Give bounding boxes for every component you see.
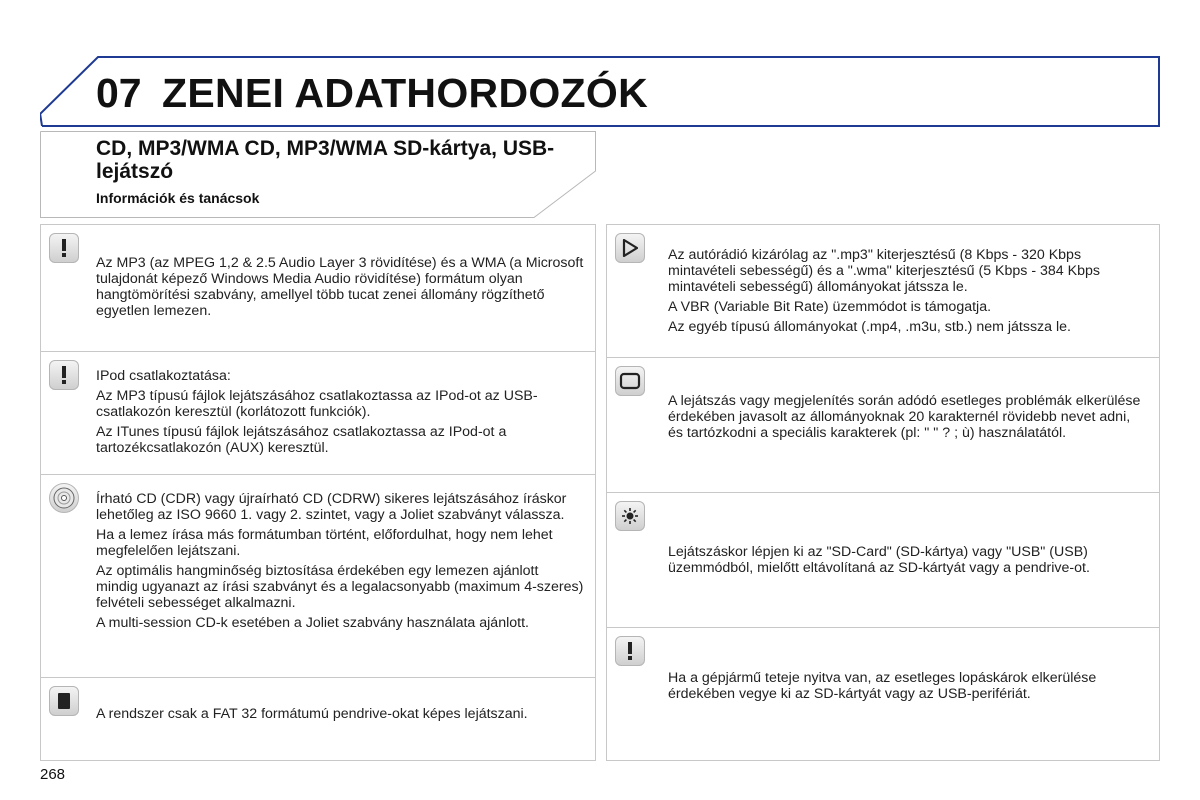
info-box-ipod — [40, 351, 596, 475]
paragraph: Az optimális hangminőség biztosítása érdekében egy lemezen ajánlott mindig ugyanazt az írási szabványt és a legalacsonyabb (maximum 4-szeres) felvételi sebességet alkalmazni. — [96, 563, 584, 611]
paragraph: Ha a lemez írása más formátumban történt, előfordulhat, hogy nem lehet megfelelően lejátszani. — [96, 527, 553, 559]
paragraph: Az MP3 típusú fájlok lejátszásához csatlakoztassa az IPod-ot az USB-csatlakozón keresztül (korlátozott funkciók). — [96, 388, 538, 420]
paragraph: Az MP3 (az MPEG 1,2 & 2.5 Audio Layer 3 rövidítése) és a WMA (a Microsoft tulajdonát képező Windows Media Audio rövidítése) formátum olyan hangtömörítési szabvány, amellyel több tucat zenei állomány rögzíthető egyetlen lemezen. — [96, 255, 584, 319]
paragraph: Az ITunes típusú fájlok lejátszásához csatlakoztassa az IPod-ot a tartozékcsatlakozón (AUX) keresztül. — [96, 424, 507, 456]
paragraph: A multi-session CD-k esetében a Joliet szabvány használata ajánlott. — [96, 615, 529, 631]
section-header — [40, 131, 596, 217]
disc-icon — [49, 483, 79, 513]
screen-icon — [615, 366, 645, 396]
info-box-formats — [606, 224, 1160, 358]
warning-icon — [615, 636, 645, 666]
paragraph: Az autórádió kizárólag az ".mp3" kiterjesztésű (8 Kbps - 320 Kbps mintavételi sebességű) és a ".wma" kiterjesztésű (5 Kbps - 384 Kbps mintavételi sebességű) állományokat játssza le. — [668, 247, 1100, 295]
usb-stick-icon — [49, 686, 79, 716]
paragraph: A VBR (Variable Bit Rate) üzemmódot is támogatja. — [668, 299, 992, 315]
paragraph: A rendszer csak a FAT 32 formátumú pendrive-okat képes lejátszani. — [96, 706, 528, 722]
chapter-number: 07 — [96, 70, 142, 116]
play-icon — [615, 233, 645, 263]
info-box-theft — [606, 627, 1160, 761]
paragraph: Az egyéb típusú állományokat (.mp4, .m3u, stb.) nem játssza le. — [668, 319, 1071, 335]
chapter-header — [40, 56, 1160, 128]
page-number: 268 — [40, 766, 66, 783]
paragraph: Lejátszáskor lépjen ki az "SD-Card" (SD-kártya) vagy "USB" (USB) üzemmódból, mielőtt eltávolítaná az SD-kártyát vagy a pendrive-ot. — [668, 544, 1090, 576]
section-subtitle: Információk és tanácsok — [96, 190, 260, 206]
info-box-fat32 — [40, 677, 596, 761]
paragraph: IPod csatlakoztatása: — [96, 368, 231, 384]
info-box-mp3-wma — [40, 224, 596, 352]
warning-icon — [49, 360, 79, 390]
paragraph: A lejátszás vagy megjelenítés során adódó esetleges problémák elkerülése érdekében javasolt az állományoknak 20 karakternél rövidebb nevet adni, és tartózkodni a speciális karakterek (pl: " " ? ; ù) használatától. — [668, 393, 1141, 441]
paragraph: Ha a gépjármű teteje nyitva van, az esetleges lopáskárok elkerülése érdekében vegye ki az SD-kártyát vagy az USB-perifériát. — [668, 670, 1097, 702]
info-box-removal — [606, 492, 1160, 628]
paragraph: Írható CD (CDR) vagy újraírható CD (CDRW) sikeres lejátszásához íráskor lehetőleg az ISO 9660 1. vagy 2. szintet, vagy a Joliet szabványt válassza. — [96, 491, 567, 523]
info-box-filenames — [606, 357, 1160, 493]
chapter-title: ZENEI ADATHORDOZÓK — [162, 70, 648, 116]
tip-icon — [615, 501, 645, 531]
warning-icon — [49, 233, 79, 263]
info-box-cd-writing — [40, 474, 596, 678]
section-title: CD, MP3/WMA CD, MP3/WMA SD-kártya, USB-lejátszó — [96, 137, 555, 183]
